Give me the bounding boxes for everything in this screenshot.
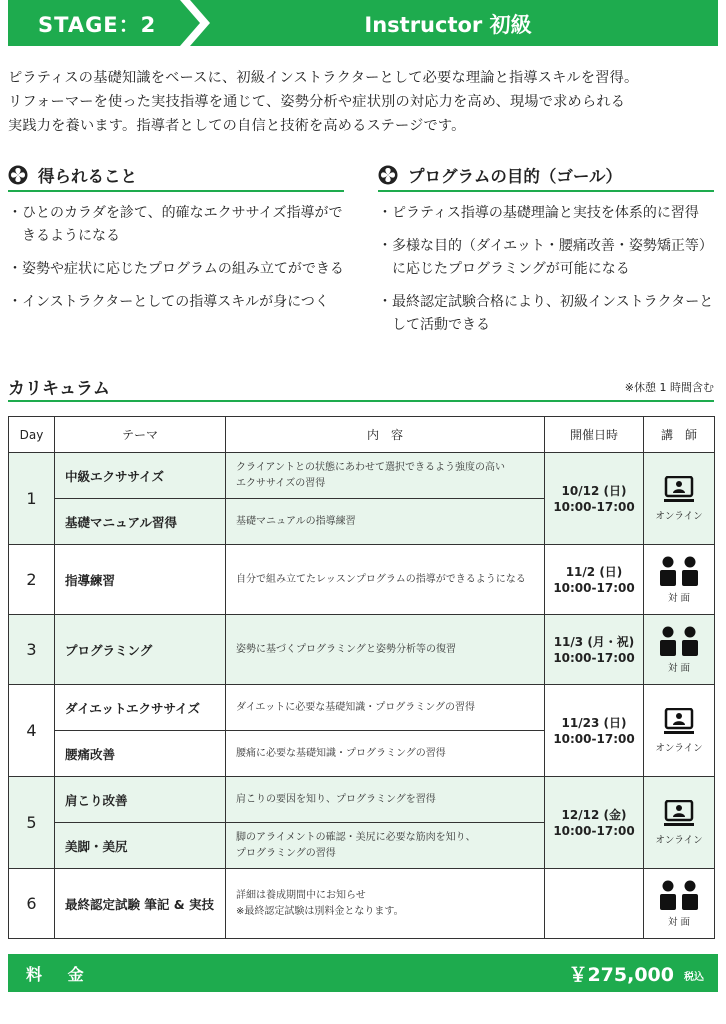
divider (8, 400, 714, 402)
header-theme: テーマ (55, 417, 226, 453)
content-cell: クライアントとの状態にあわせて選択できるよう強度の高い エクササイズの習得 (226, 453, 545, 499)
curriculum-table (8, 416, 715, 939)
header-content: 内 容 (226, 417, 545, 453)
list-item: ・多様な目的（ダイエット・腰痛改善・姿勢矯正等）に応じたプログラミングが可能になる (378, 238, 713, 277)
gains-title: 得られること (38, 167, 137, 186)
list-item: ・ピラティス指導の基礎理論と実技を体系的に習得 (378, 205, 699, 221)
instructor-cell (644, 615, 715, 685)
in-person-icon (658, 880, 700, 910)
table-row (9, 545, 715, 615)
online-monitor-icon (664, 708, 694, 736)
content-cell: 基礎マニュアルの指導練習 (226, 499, 545, 545)
theme-cell: 最終認定試験 筆記 & 実技 (55, 869, 226, 939)
instructor-cell (644, 869, 715, 939)
content-cell: 腰痛に必要な基礎知識・プログラミングの習得 (226, 731, 545, 777)
content-cell: 自分で組み立てたレッスンプログラムの指導ができるようになる (226, 545, 545, 615)
online-monitor-icon (664, 800, 694, 828)
list-item: ・インストラクターとしての指導スキルが身につく (8, 294, 329, 310)
content-cell: ダイエットに必要な基礎知識・プログラミングの習得 (226, 685, 545, 731)
fee-value: ￥275,000 (568, 964, 674, 986)
stage-label: STAGE：2 (38, 13, 157, 37)
instructor-mode: 対 面 (667, 592, 691, 604)
gains-section (8, 160, 344, 324)
date-cell: 12/12 (金) 10:00-17:00 (545, 777, 644, 869)
date-cell: 11/23 (日) 10:00-17:00 (545, 685, 644, 777)
content-cell: 肩こりの要因を知り、プログラミングを習得 (226, 777, 545, 823)
chevron-right-icon (180, 0, 214, 46)
theme-cell: 中級エクササイズ (55, 453, 226, 499)
content-cell: 姿勢に基づくプログラミングと姿勢分析等の復習 (226, 615, 545, 685)
content-cell: 脚のアライメントの確認・美尻に必要な筋肉を知り、 プログラミングの習得 (226, 823, 545, 869)
table-row (9, 615, 715, 685)
stage-header (8, 0, 718, 46)
date-cell: 11/2 (日) 10:00-17:00 (545, 545, 644, 615)
theme-cell: 基礎マニュアル習得 (55, 499, 226, 545)
intro-text: ピラティスの基礎知識をベースに、初級インストラクターとして必要な理論と指導スキルを習得。 リフォーマーを使った実技指導を通じて、姿勢分析や症状別の対応力を高め、現場で求められる 実践力を養います。指導者としての自信と技術を高めるステージです。 (8, 70, 639, 134)
pinwheel-icon (8, 165, 28, 185)
instructor-cell (644, 453, 715, 545)
theme-cell: ダイエットエクササイズ (55, 685, 226, 731)
list-item: ・姿勢や症状に応じたプログラムの組み立てができる (8, 261, 344, 277)
instructor-cell (644, 777, 715, 869)
instructor-mode: オンライン (655, 510, 703, 522)
in-person-icon (658, 556, 700, 586)
goals-section (378, 160, 714, 347)
header-date: 開催日時 (545, 417, 644, 453)
curriculum-title: カリキュラム (8, 379, 110, 399)
list-item: ・ひとのカラダを診て、的確なエクササイズ指導ができるようになる (8, 205, 343, 244)
day-number: 2 (9, 545, 55, 615)
instructor-mode: 対 面 (667, 662, 691, 674)
table-header-row (9, 417, 715, 453)
table-row (9, 453, 715, 499)
content-cell: 詳細は養成期間中にお知らせ ※最終認定試験は別料金となります。 (226, 869, 545, 939)
stage-title: Instructor 初級 (364, 13, 532, 37)
theme-cell: 美脚・美尻 (55, 823, 226, 869)
day-number: 5 (9, 777, 55, 869)
curriculum-note: ※休憩 1 時間含む (624, 381, 714, 394)
table-row (9, 869, 715, 939)
theme-cell: 指導練習 (55, 545, 226, 615)
day-number: 6 (9, 869, 55, 939)
pinwheel-icon (378, 165, 398, 185)
online-monitor-icon (664, 476, 694, 504)
list-item: ・最終認定試験合格により、初級インストラクターとして活動できる (378, 294, 714, 333)
day-number: 1 (9, 453, 55, 545)
instructor-mode: オンライン (655, 742, 703, 754)
theme-cell: 肩こり改善 (55, 777, 226, 823)
day-number: 3 (9, 615, 55, 685)
table-row (9, 777, 715, 823)
instructor-cell (644, 545, 715, 615)
header-instructor: 講 師 (644, 417, 715, 453)
fee-bar (8, 954, 718, 992)
instructor-cell (644, 685, 715, 777)
header-day: Day (9, 417, 55, 453)
theme-cell: プログラミング (55, 615, 226, 685)
date-cell: 10/12 (日) 10:00-17:00 (545, 453, 644, 545)
instructor-mode: オンライン (655, 834, 703, 846)
instructor-mode: 対 面 (667, 916, 691, 928)
date-cell (545, 869, 644, 939)
day-number: 4 (9, 685, 55, 777)
table-row (9, 685, 715, 731)
date-cell: 11/3 (月・祝) 10:00-17:00 (545, 615, 644, 685)
goals-title: プログラムの目的（ゴール） (408, 167, 623, 186)
theme-cell: 腰痛改善 (55, 731, 226, 777)
in-person-icon (658, 626, 700, 656)
fee-label: 料 金 (26, 965, 94, 984)
fee-tax: 税込 (684, 972, 704, 983)
